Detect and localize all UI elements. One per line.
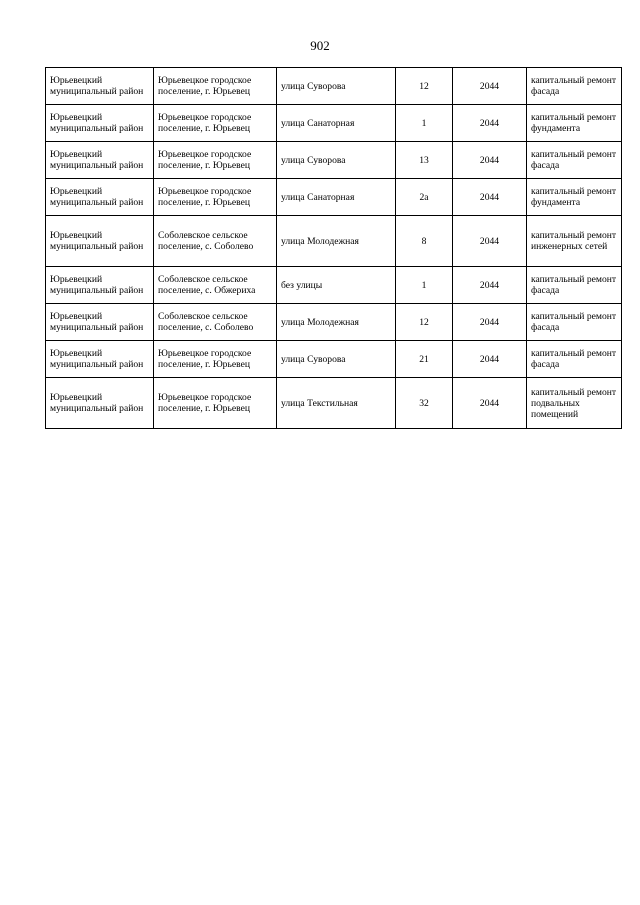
district-cell: Юрьевецкий муниципальный район <box>46 304 154 341</box>
page-number: 902 <box>310 38 330 53</box>
table-row <box>46 68 622 105</box>
work-type-cell: капитальный ремонт фасада <box>527 267 622 304</box>
settlement-cell: Юрьевецкое городское поселение, г. Юрьевец <box>154 68 277 105</box>
year-cell: 2044 <box>453 267 527 304</box>
street-cell: улица Санаторная <box>277 179 396 216</box>
street-cell: улица Суворова <box>277 142 396 179</box>
settlement-cell: Соболевское сельское поселение, с. Соболево <box>154 216 277 267</box>
district-cell: Юрьевецкий муниципальный район <box>46 142 154 179</box>
work-type-cell: капитальный ремонт фундамента <box>527 105 622 142</box>
district-cell: Юрьевецкий муниципальный район <box>46 267 154 304</box>
street-cell: улица Суворова <box>277 341 396 378</box>
house-number-cell: 32 <box>396 378 453 429</box>
work-type-cell: капитальный ремонт фасада <box>527 341 622 378</box>
table-row <box>46 378 622 429</box>
house-number-cell: 12 <box>396 68 453 105</box>
year-cell: 2044 <box>453 216 527 267</box>
table-row <box>46 179 622 216</box>
district-cell: Юрьевецкий муниципальный район <box>46 179 154 216</box>
district-cell: Юрьевецкий муниципальный район <box>46 341 154 378</box>
settlement-cell: Соболевское сельское поселение, с. Обжериха <box>154 267 277 304</box>
settlement-cell: Юрьевецкое городское поселение, г. Юрьевец <box>154 142 277 179</box>
settlement-cell: Юрьевецкое городское поселение, г. Юрьевец <box>154 105 277 142</box>
year-cell: 2044 <box>453 341 527 378</box>
district-cell: Юрьевецкий муниципальный район <box>46 378 154 429</box>
house-number-cell: 8 <box>396 216 453 267</box>
settlement-cell: Юрьевецкое городское поселение, г. Юрьевец <box>154 179 277 216</box>
work-type-cell: капитальный ремонт подвальных помещений <box>527 378 622 429</box>
year-cell: 2044 <box>453 179 527 216</box>
district-cell: Юрьевецкий муниципальный район <box>46 216 154 267</box>
repair-schedule-table <box>45 67 622 429</box>
house-number-cell: 13 <box>396 142 453 179</box>
table-row <box>46 142 622 179</box>
district-cell: Юрьевецкий муниципальный район <box>46 68 154 105</box>
district-cell: Юрьевецкий муниципальный район <box>46 105 154 142</box>
street-cell: улица Суворова <box>277 68 396 105</box>
table-row <box>46 304 622 341</box>
table-row <box>46 216 622 267</box>
street-cell: улица Молодежная <box>277 216 396 267</box>
table-row <box>46 341 622 378</box>
house-number-cell: 21 <box>396 341 453 378</box>
street-cell: улица Санаторная <box>277 105 396 142</box>
year-cell: 2044 <box>453 304 527 341</box>
work-type-cell: капитальный ремонт инженерных сетей <box>527 216 622 267</box>
work-type-cell: капитальный ремонт фасада <box>527 304 622 341</box>
street-cell: без улицы <box>277 267 396 304</box>
work-type-cell: капитальный ремонт фасада <box>527 142 622 179</box>
settlement-cell: Соболевское сельское поселение, с. Соболево <box>154 304 277 341</box>
street-cell: улица Молодежная <box>277 304 396 341</box>
street-cell: улица Текстильная <box>277 378 396 429</box>
settlement-cell: Юрьевецкое городское поселение, г. Юрьевец <box>154 341 277 378</box>
settlement-cell: Юрьевецкое городское поселение, г. Юрьевец <box>154 378 277 429</box>
year-cell: 2044 <box>453 142 527 179</box>
table-row <box>46 105 622 142</box>
year-cell: 2044 <box>453 105 527 142</box>
house-number-cell: 1 <box>396 105 453 142</box>
work-type-cell: капитальный ремонт фундамента <box>527 179 622 216</box>
work-type-cell: капитальный ремонт фасада <box>527 68 622 105</box>
house-number-cell: 1 <box>396 267 453 304</box>
house-number-cell: 2а <box>396 179 453 216</box>
year-cell: 2044 <box>453 378 527 429</box>
table-row <box>46 267 622 304</box>
house-number-cell: 12 <box>396 304 453 341</box>
year-cell: 2044 <box>453 68 527 105</box>
